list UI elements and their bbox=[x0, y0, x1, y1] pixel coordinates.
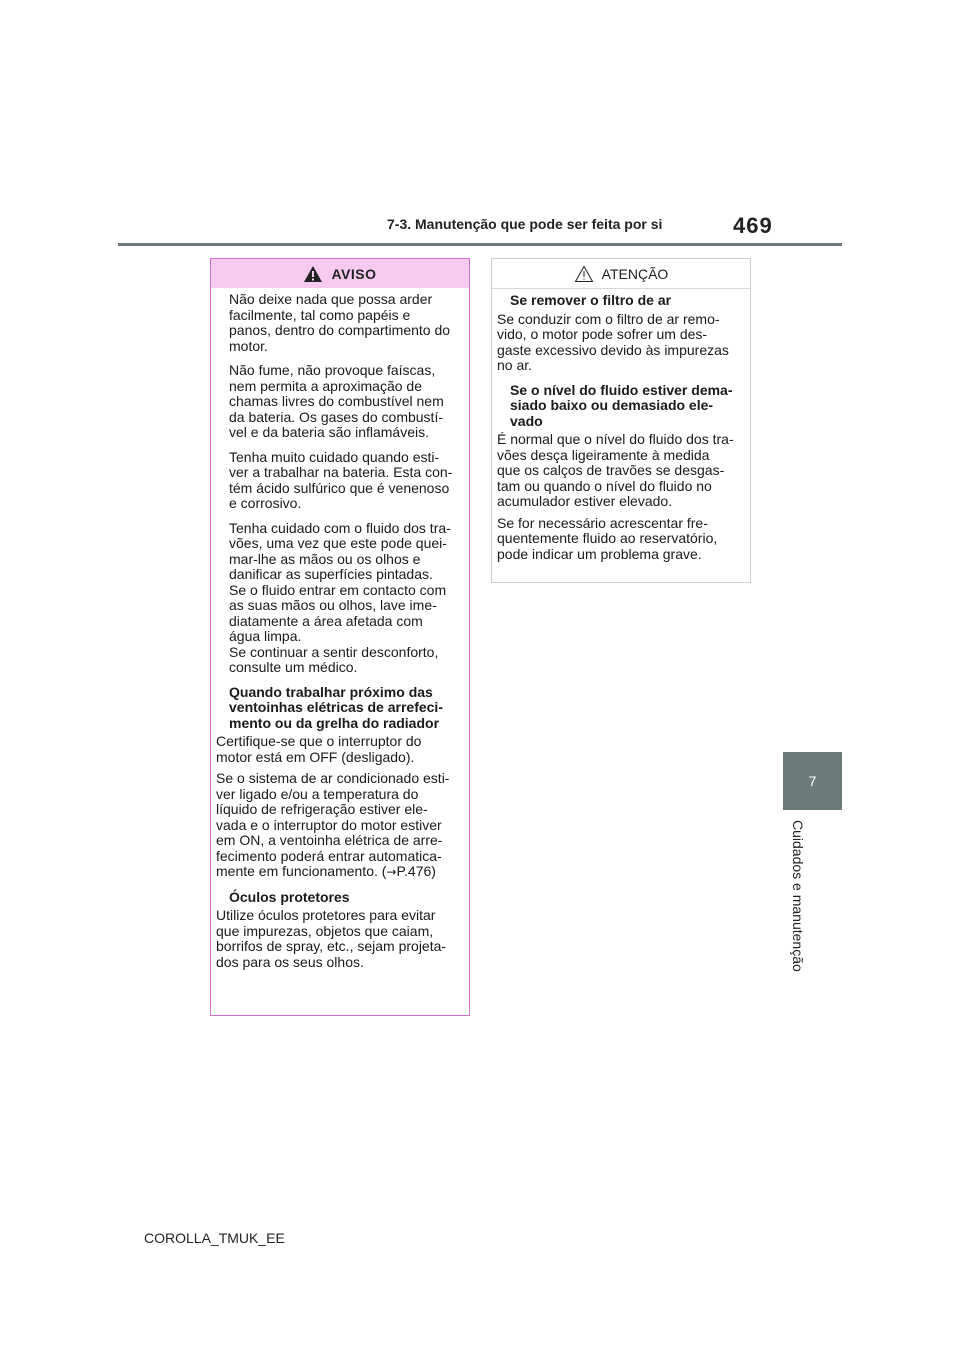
atencao-title: ATENÇÃO bbox=[601, 265, 669, 282]
aviso-paragraph-7: Utilize óculos protetores para evitar que impurezas, objetos que caiam, borrifos de spray, etc., sejam projeta- dos para os seus olhos. bbox=[216, 907, 447, 970]
atencao-paragraph-2: É normal que o nível do fluido dos tra- vões desça ligeiramente à medida que os calços de travões se desgas- tam ou quando o nível do fluido no acumulador estiver elevado. bbox=[497, 431, 734, 509]
aviso-heading-fans: Quando trabalhar próximo das ventoinhas elétricas de arrefeci- mento ou da grelha do radiador bbox=[229, 683, 443, 731]
warning-triangle-outline-icon bbox=[574, 265, 594, 283]
aviso-paragraph-6: Se o sistema de ar condicionado esti- ver ligado e/ou a temperatura do líquido de refrigeração estiver ele- vada e o interruptor do motor estiver em ON, a ventoinha elétrica de arre- fecimento poderá entrar automatica- mente em funcionamento. (→P.476) bbox=[216, 770, 450, 879]
aviso-paragraph-4: Tenha cuidado com o fluido dos tra- vões, uma vez que este pode quei- mar-lhe as mãos ou os olhos e danificar as superfícies pintadas. Se o fluido entrar em contacto com as suas mãos ou olhos, lave ime- diatamente a área afetada com água limpa. Se continuar a sentir desconforto, consulte um médico. bbox=[229, 519, 451, 675]
aviso-title: AVISO bbox=[331, 265, 377, 282]
atencao-paragraph-1: Se conduzir com o filtro de ar remo- vido, o motor pode sofrer um des- gaste excessivo devido às impurezas no ar. bbox=[497, 310, 729, 373]
aviso-heading-goggles: Óculos protetores bbox=[229, 888, 350, 905]
arrow-right-icon: → bbox=[386, 865, 397, 879]
chapter-label: Cuidados e manutenção bbox=[790, 820, 806, 972]
aviso-paragraph-3: Tenha muito cuidado quando esti- ver a trabalhar na bateria. Esta con- tém ácido sulfúrico que é venenoso e corrosivo. bbox=[229, 448, 453, 511]
chapter-tab: 7 bbox=[783, 752, 842, 810]
atencao-box bbox=[491, 258, 751, 583]
aviso-box bbox=[210, 258, 470, 1016]
page-reference-link[interactable]: P.476 bbox=[396, 863, 432, 879]
warning-triangle-filled-icon bbox=[303, 265, 323, 283]
aviso-paragraph-5: Certifique-se que o interruptor do motor está em OFF (desligado). bbox=[216, 733, 422, 765]
atencao-heading-air-filter: Se remover o filtro de ar bbox=[510, 292, 672, 308]
aviso-header bbox=[211, 259, 469, 288]
header-rule bbox=[118, 243, 842, 246]
atencao-paragraph-3: Se for necessário acrescentar fre- quentemente fluido ao reservatório, pode indicar um problema grave. bbox=[497, 514, 718, 562]
page-number: 469 bbox=[733, 213, 773, 238]
section-title: 7-3. Manutenção que pode ser feita por si bbox=[387, 216, 663, 232]
aviso-paragraph-2: Não fume, não provoque faíscas, nem permita a aproximação de chamas livres do combustível nem da bateria. Os gases do combustí- vel e da bateria são inflamáveis. bbox=[229, 362, 444, 440]
atencao-header bbox=[492, 259, 750, 289]
aviso-paragraph-1: Não deixe nada que possa arder facilmente, tal como papéis e panos, dentro do compartimento do motor. bbox=[229, 291, 451, 354]
atencao-heading-fluid-level: Se o nível do fluido estiver dema- siado baixo ou demasiado ele- vado bbox=[510, 381, 733, 429]
document-code: COROLLA_TMUK_EE bbox=[144, 1230, 285, 1246]
